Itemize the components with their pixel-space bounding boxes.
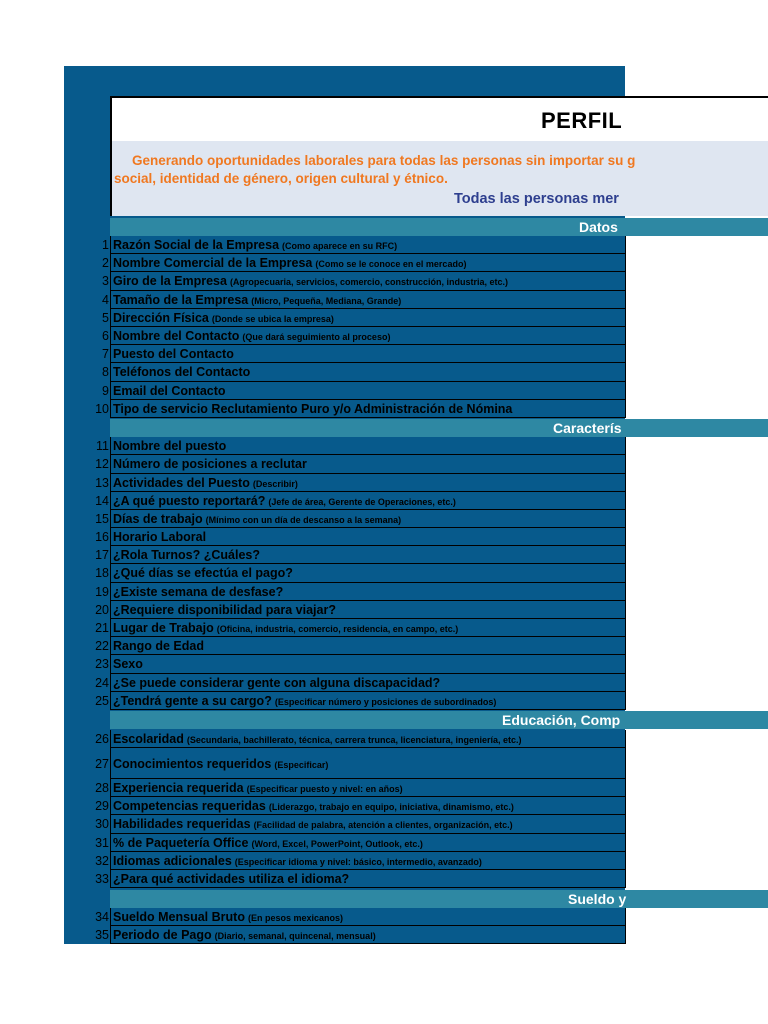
row-field[interactable] — [110, 730, 626, 748]
row-number: 8 — [102, 365, 109, 379]
row-hint: (Como se le conoce en el mercado) — [315, 259, 467, 269]
row-field[interactable] — [110, 236, 626, 254]
row-label: Nombre del puesto — [113, 439, 227, 453]
row-number: 11 — [96, 439, 109, 453]
row-number: 16 — [95, 530, 109, 544]
section-title: Caracterís — [553, 420, 622, 436]
row-number: 13 — [95, 476, 109, 490]
intro-line-2: social, identidad de género, origen cultural y étnico. — [114, 171, 448, 186]
row-field[interactable] — [110, 474, 626, 492]
row-field[interactable] — [110, 363, 626, 382]
row-hint: (Especificar) — [274, 760, 329, 770]
row-field[interactable] — [110, 564, 626, 583]
form-row — [95, 908, 626, 926]
form-row — [95, 692, 626, 710]
row-label: ¿Requiere disponibilidad para viajar? — [113, 603, 336, 617]
section-title: Datos — [579, 219, 618, 235]
row-label: ¿A qué puesto reportará? — [113, 494, 266, 508]
row-number: 19 — [95, 585, 109, 599]
row-hint: (Jefe de área, Gerente de Operaciones, etc.) — [268, 497, 456, 507]
form-row — [102, 236, 626, 254]
row-field[interactable] — [110, 834, 626, 852]
row-hint: (Especificar idioma y nivel: básico, intermedio, avanzado) — [234, 857, 482, 867]
row-label: Teléfonos del Contacto — [113, 365, 251, 379]
row-label: Nombre Comercial de la Empresa — [113, 256, 313, 270]
form-row — [95, 852, 626, 870]
row-hint: (Diario, semanal, quincenal, mensual) — [214, 931, 376, 941]
row-hint: (Que dará seguimiento al proceso) — [242, 332, 391, 342]
form-row — [95, 564, 626, 583]
form-row — [95, 779, 626, 797]
row-field[interactable] — [110, 692, 626, 710]
row-label: Número de posiciones a reclutar — [113, 457, 307, 471]
form-row — [95, 748, 626, 779]
row-number: 14 — [95, 494, 109, 508]
form-row — [95, 797, 626, 815]
row-number: 24 — [95, 676, 109, 690]
row-label: ¿Existe semana de desfase? — [113, 585, 284, 599]
row-field[interactable] — [110, 345, 626, 363]
row-label: Horario Laboral — [113, 530, 207, 544]
row-hint: (Describir) — [252, 479, 298, 489]
form-row — [95, 619, 626, 637]
row-number: 9 — [102, 384, 109, 398]
row-field[interactable] — [110, 748, 626, 779]
row-hint: (Especificar puesto y nivel: en años) — [246, 784, 403, 794]
row-label: Nombre del Contacto — [113, 329, 240, 343]
form-row — [102, 345, 626, 363]
row-field[interactable] — [110, 272, 626, 291]
row-number: 35 — [95, 928, 109, 942]
form-row — [95, 546, 626, 564]
row-label: Sexo — [113, 657, 143, 671]
form-row — [95, 815, 626, 834]
row-field[interactable] — [110, 619, 626, 637]
row-number: 7 — [102, 347, 109, 361]
section-datos — [110, 218, 768, 236]
row-number: 31 — [95, 836, 109, 850]
row-label: Email del Contacto — [113, 384, 226, 398]
row-field[interactable] — [110, 327, 626, 345]
form-row — [95, 528, 626, 546]
form-row — [95, 400, 626, 418]
row-field[interactable] — [110, 908, 626, 926]
row-number: 18 — [95, 566, 109, 580]
row-label: Experiencia requerida — [113, 781, 244, 795]
row-hint: (Como aparece en su RFC) — [282, 241, 398, 251]
row-number: 26 — [95, 732, 109, 746]
form-row — [102, 291, 626, 309]
form-row — [95, 510, 626, 528]
form-row — [95, 655, 626, 674]
form-row — [102, 363, 626, 382]
row-number: 32 — [95, 854, 109, 868]
row-label: Idiomas adicionales — [113, 854, 232, 868]
section-sueldo — [110, 890, 768, 908]
row-number: 21 — [95, 621, 109, 635]
row-number: 4 — [102, 293, 109, 307]
row-field[interactable] — [110, 637, 626, 655]
row-number: 12 — [95, 457, 109, 471]
form-row — [95, 583, 626, 601]
form-row — [95, 834, 626, 852]
row-field[interactable] — [110, 674, 626, 692]
row-label: Conocimientos requeridos — [113, 757, 272, 771]
form-row — [102, 309, 626, 327]
row-hint: (En pesos mexicanos) — [247, 913, 343, 923]
row-number: 1 — [102, 238, 109, 252]
row-label: Lugar de Trabajo — [113, 621, 214, 635]
row-hint: (Micro, Pequeña, Mediana, Grande) — [251, 296, 402, 306]
row-number: 23 — [95, 657, 109, 671]
row-label: ¿Rola Turnos? ¿Cuáles? — [113, 548, 260, 562]
row-field[interactable] — [110, 870, 626, 888]
title-row — [110, 96, 768, 141]
form-row — [102, 272, 626, 291]
row-label: ¿Qué días se efectúa el pago? — [113, 566, 293, 580]
row-label: Rango de Edad — [113, 639, 204, 653]
row-field[interactable] — [110, 546, 626, 564]
row-label: Periodo de Pago — [113, 928, 212, 942]
section-title: Sueldo y — [568, 891, 627, 907]
row-hint: (Liderazgo, trabajo en equipo, iniciativa, dinamismo, etc.) — [268, 802, 514, 812]
row-number: 27 — [95, 757, 109, 771]
row-hint: (Facilidad de palabra, atención a clientes, organización, etc.) — [253, 820, 513, 830]
section-caracteristicas — [110, 419, 768, 437]
row-hint: (Mínimo con un día de descanso a la semana) — [205, 515, 402, 525]
form-row — [95, 730, 626, 748]
row-number: 33 — [95, 872, 109, 886]
row-label: Dirección Física — [113, 311, 209, 325]
row-field[interactable] — [110, 583, 626, 601]
row-label: Actividades del Puesto — [113, 476, 250, 490]
row-label: ¿Se puede considerar gente con alguna discapacidad? — [113, 676, 441, 690]
row-number: 22 — [95, 639, 109, 653]
form-row — [96, 437, 626, 455]
row-field[interactable] — [110, 528, 626, 546]
form-row — [102, 382, 626, 400]
form-row — [95, 601, 626, 619]
row-label: Competencias requeridas — [113, 799, 266, 813]
form-row — [95, 492, 626, 510]
page-title: PERFIL — [541, 108, 623, 133]
row-field[interactable] — [110, 254, 626, 272]
intro-line-1: Generando oportunidades laborales para todas las personas sin importar su g — [132, 153, 636, 168]
row-number: 15 — [95, 512, 109, 526]
row-number: 3 — [102, 274, 109, 288]
row-label: Habilidades requeridas — [113, 817, 251, 831]
row-label: ¿Tendrá gente a su cargo? — [113, 694, 272, 708]
row-hint: (Especificar número y posiciones de subordinados) — [274, 697, 497, 707]
row-hint: (Oficina, industria, comercio, residencia, en campo, etc.) — [216, 624, 459, 634]
intro-line-3: Todas las personas mer — [454, 191, 619, 207]
row-label: Días de trabajo — [113, 512, 203, 526]
row-label: Tipo de servicio Reclutamiento Puro y/o Administración de Nómina — [113, 402, 513, 416]
row-label: Tamaño de la Empresa — [113, 293, 249, 307]
row-number: 2 — [102, 256, 109, 270]
row-hint: (Word, Excel, PowerPoint, Outlook, etc.) — [251, 839, 423, 849]
row-field[interactable] — [110, 655, 626, 674]
row-label: Puesto del Contacto — [113, 347, 234, 361]
form-sheet — [95, 96, 768, 944]
row-label: ¿Para qué actividades utiliza el idioma? — [113, 872, 350, 886]
form-row — [95, 674, 626, 692]
row-number: 17 — [95, 548, 109, 562]
intro-banner — [110, 141, 768, 216]
row-field[interactable] — [110, 382, 626, 400]
row-field[interactable] — [110, 601, 626, 619]
section-title: Educación, Comp — [502, 712, 621, 728]
form-row — [95, 870, 626, 888]
form-row — [95, 926, 626, 944]
row-hint: (Secundaria, bachillerato, técnica, carrera trunca, licenciatura, ingeniería, etc.) — [186, 735, 522, 745]
row-number: 20 — [95, 603, 109, 617]
row-number: 30 — [95, 817, 109, 831]
row-hint: (Donde se ubica la empresa) — [211, 314, 334, 324]
row-label: % de Paquetería Office — [113, 836, 249, 850]
row-field[interactable] — [110, 852, 626, 870]
row-field[interactable] — [110, 400, 626, 418]
row-field[interactable] — [110, 815, 626, 834]
row-field[interactable] — [110, 455, 626, 474]
row-number: 34 — [95, 910, 109, 924]
form-row — [102, 254, 626, 272]
row-number: 6 — [102, 329, 109, 343]
row-field[interactable] — [110, 510, 626, 528]
row-label: Giro de la Empresa — [113, 274, 227, 288]
row-label: Razón Social de la Empresa — [113, 238, 280, 252]
row-field[interactable] — [110, 797, 626, 815]
row-field[interactable] — [110, 309, 626, 327]
row-number: 10 — [95, 402, 109, 416]
row-number: 29 — [95, 799, 109, 813]
row-label: Sueldo Mensual Bruto — [113, 910, 245, 924]
row-field[interactable] — [110, 779, 626, 797]
row-label: Escolaridad — [113, 732, 184, 746]
form-row — [102, 327, 626, 345]
form-row — [95, 637, 626, 655]
row-field[interactable] — [110, 926, 626, 944]
row-number: 5 — [102, 311, 109, 325]
section-educacion — [110, 711, 768, 729]
row-hint: (Agropecuaria, servicios, comercio, construcción, industria, etc.) — [229, 277, 509, 287]
form-row — [95, 474, 626, 492]
form-row — [95, 455, 626, 474]
row-number: 25 — [95, 694, 109, 708]
row-field[interactable] — [110, 437, 626, 455]
row-field[interactable] — [110, 492, 626, 510]
row-field[interactable] — [110, 291, 626, 309]
row-number: 28 — [95, 781, 109, 795]
